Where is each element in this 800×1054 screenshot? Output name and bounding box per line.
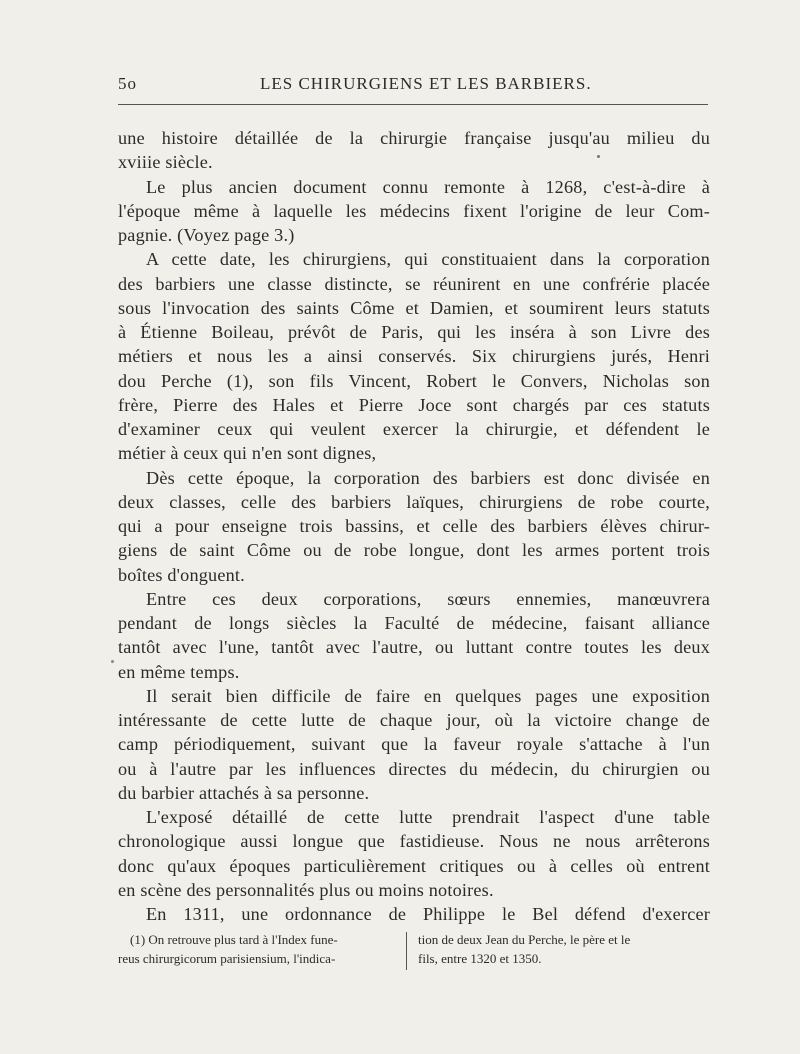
body-line: tantôt avec l'une, tantôt avec l'autre, ou luttant contre toutes les deux (118, 637, 710, 658)
body-line: pagnie. (Voyez page 3.) (118, 225, 295, 245)
body-line: pendant de longs siècles la Faculté de médecine, faisant alliance (118, 613, 710, 633)
body-line: intéressante de cette lutte de chaque jour, où la victoire change de (118, 710, 710, 730)
body-line: deux classes, celle des barbiers laïques, chirurgiens de robe courte, (118, 491, 710, 512)
body-line: Dès cette époque, la corporation des barbiers est donc divisée en (146, 467, 710, 488)
body-line: xviiie siècle. (118, 152, 213, 173)
body-line: dou Perche (1), son fils Vincent, Robert le Convers, Nicholas son (118, 370, 710, 391)
header-rule (118, 104, 708, 105)
footnote-line: tion de deux Jean du Perche, le père et le (418, 932, 631, 947)
body-line: l'époque même à laquelle les médecins fixent l'origine de leur Com- (118, 200, 710, 221)
body-line: boîtes d'onguent. (118, 564, 245, 585)
body-line: des barbiers une classe distincte, se réunirent en une confrérie placée (118, 273, 710, 294)
body-line: métiers et nous les a ainsi conservés. Six chirurgiens jurés, Henri (118, 346, 710, 367)
footnote-column-divider (406, 932, 407, 970)
footnote-left-column (118, 930, 400, 968)
body-line: frère, Pierre des Hales et Pierre Joce sont chargés par ces statuts (118, 394, 710, 415)
body-line: camp périodiquement, suivant que la faveur royale s'attache à l'un (118, 734, 710, 755)
body-line: donc qu'aux époques particulièrement critiques ou à celles où entrent (118, 855, 710, 876)
body-line: d'examiner ceux qui veulent exercer la chirurgie, et défendent le (118, 419, 710, 439)
page-number: 5o (118, 74, 137, 93)
body-line: métier à ceux qui n'en sont dignes, (118, 443, 377, 464)
margin-speck (111, 660, 114, 663)
body-line: sous l'invocation des saints Côme et Damien, et soumirent leurs statuts (118, 297, 710, 318)
body-text (118, 126, 710, 926)
body-line: A cette date, les chirurgiens, qui constituaient dans la corporation (146, 249, 710, 270)
body-line: une histoire détaillée de la chirurgie française jusqu'au milieu du (118, 128, 710, 148)
footnote-line: (1) On retrouve plus tard à l'Index fune- (130, 932, 338, 947)
running-title: LES CHIRURGIENS ET LES BARBIERS. (260, 74, 592, 93)
body-line: en scène des personnalités plus ou moins notoires. (118, 879, 494, 900)
footnote (118, 930, 710, 974)
body-line: qui a pour enseigne trois bassins, et celle des barbiers élèves chirur- (118, 516, 710, 536)
footnote-line: fils, entre 1320 et 1350. (418, 951, 542, 966)
body-line: Entre ces deux corporations, sœurs ennemies, manœuvrera (146, 588, 710, 609)
body-line: En 1311, une ordonnance de Philippe le Bel défend d'exercer (146, 904, 710, 924)
body-line: chronologique aussi longue que fastidieuse. Nous ne nous arrêterons (118, 831, 710, 852)
footnote-line: reus chirurgicorum parisiensium, l'indica- (118, 951, 336, 966)
body-line: Il serait bien difficile de faire en quelques pages une exposition (146, 685, 710, 706)
footnote-right-column (418, 930, 700, 968)
body-line: giens de saint Côme ou de robe longue, dont les armes portent trois (118, 540, 710, 561)
page-header (118, 74, 708, 96)
body-line: L'exposé détaillé de cette lutte prendrait l'aspect d'une table (146, 807, 710, 827)
body-line: Le plus ancien document connu remonte à 1268, c'est-à-dire à (146, 176, 710, 197)
body-line: du barbier attachés à sa personne. (118, 782, 370, 803)
body-line: ou à l'autre par les influences directes du médecin, du chirurgien ou (118, 758, 710, 779)
body-line: à Étienne Boileau, prévôt de Paris, qui les inséra à son Livre des (118, 322, 710, 342)
body-line: en même temps. (118, 661, 240, 682)
